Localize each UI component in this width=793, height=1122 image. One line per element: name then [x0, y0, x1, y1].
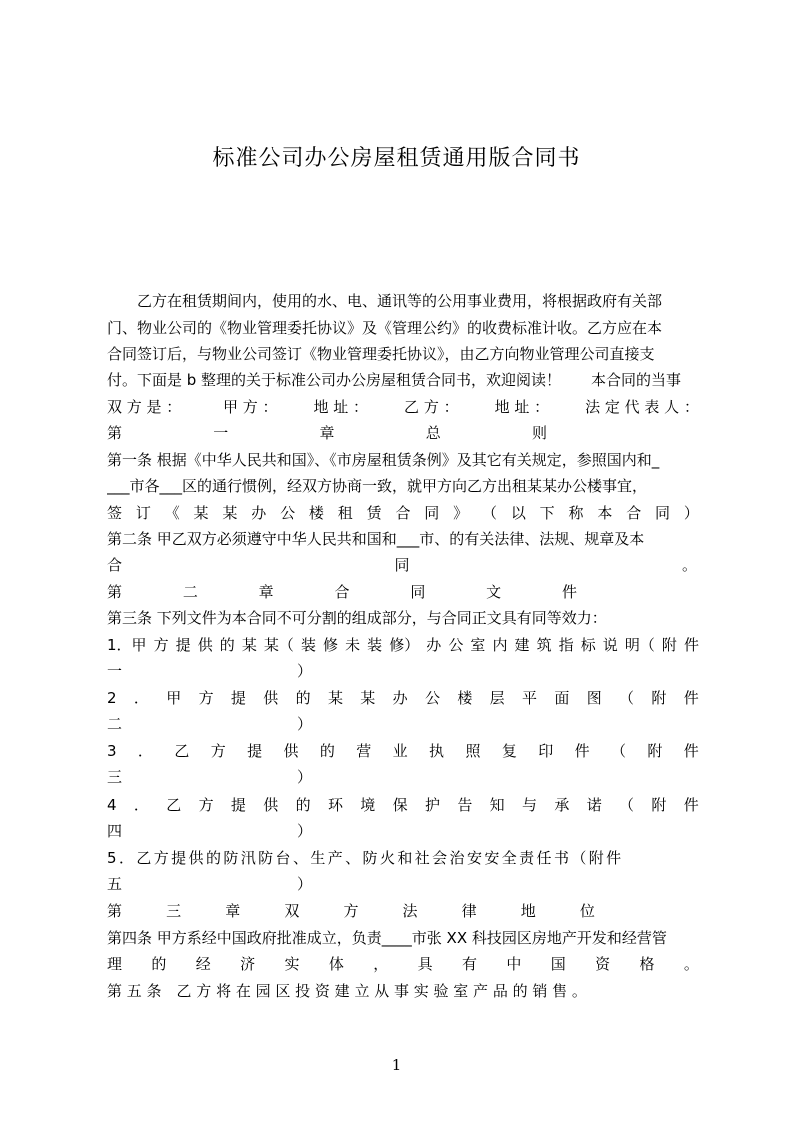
attachment-item-cont: 四 ）	[107, 822, 312, 840]
body-line: 门、物业公司的《物业管理委托协议》及《管理公约》的收费标准计收。乙方应在本	[107, 319, 663, 337]
body-line: 乙方在租赁期间内，使用的水、电、通讯等的公用事业费用，将根据政府有关部	[107, 292, 663, 310]
body-line: 第四条 甲方系经中国政府批准成立，负责____市张 XX 科技园区房地产开发和经营管	[107, 929, 667, 947]
chapter-heading: 第 一 章 总 则	[107, 424, 547, 442]
body-line-justified: 签 订 《 某 某 办 公 楼 租 赁 合 同 》 （ 以 下 称 本 合 同 ）	[107, 504, 699, 522]
attachment-item: 2 ． 甲 方 提 供 的 某 某 办 公 楼 层 平 面 图 （ 附 件	[107, 689, 699, 707]
document-title: 标准公司办公房屋租赁通用版合同书	[212, 146, 581, 171]
body-line: 付。下面是 b 整理的关于标准公司办公房屋租赁合同书，欢迎阅读！ 本合同的当事	[107, 371, 682, 389]
attachment-item-cont: 三 ）	[107, 768, 312, 786]
attachment-item: 3 ． 乙 方 提 供 的 营 业 执 照 复 印 件 （ 附 件	[107, 742, 699, 760]
body-line-justified: 合 同 。	[107, 556, 697, 574]
attachment-item: 4 ． 乙 方 提 供 的 环 境 保 护 告 知 与 承 诺 （ 附 件	[107, 796, 699, 814]
body-line: 第一条 根据《中华人民共和国》、《市房屋租赁条例》及其它有关规定，参照国内和_	[107, 451, 660, 469]
body-line: 第二条 甲乙双方必须遵守中华人民共和国和___市、的有关法律、法规、规章及本	[107, 530, 645, 548]
attachment-item-cont: 五 ）	[107, 875, 312, 893]
attachment-item-cont: 二 ）	[107, 715, 312, 733]
body-line: 合同签订后，与物业公司签订《物业管理委托协议》，由乙方向物业管理公司直接支	[107, 345, 655, 363]
parties-line: 双 方 是 ： 甲 方 ： 地 址 ： 乙 方 ： 地 址 ： 法 定 代 表 人 ：	[107, 398, 699, 416]
chapter-heading: 第 二 章 合 同 文 件	[107, 583, 577, 601]
body-line-justified: 理 的 经 济 实 体 ， 具 有 中 国 资 格 。	[107, 955, 699, 973]
body-line: 第三条 下列文件为本合同不可分割的组成部分，与合同正文具有同等效力：	[107, 609, 607, 627]
attachment-item: 1．甲 方 提 供 的 某 某（ 装 修 未 装 修） 办 公 室 内 建 筑 指 标 说 明（ 附 件	[107, 636, 699, 654]
chapter-heading: 第 三 章 双 方 法 律 地 位	[107, 902, 595, 920]
body-line: ___市各___区的通行惯例，经双方协商一致，就甲方向乙方出租某某办公楼事宜，	[107, 477, 648, 495]
attachment-item-cont: 一 ）	[107, 662, 312, 680]
body-line: 第 五 条 乙 方 将 在 园 区 投 资 建 立 从 事 实 验 室 产 品 的 销 售 。	[107, 982, 587, 1000]
attachment-item: 5．乙方提供的防汛防台、生产、防火和社会治安安全责任书（附件	[107, 849, 624, 867]
page-number: 1	[391, 1056, 402, 1074]
